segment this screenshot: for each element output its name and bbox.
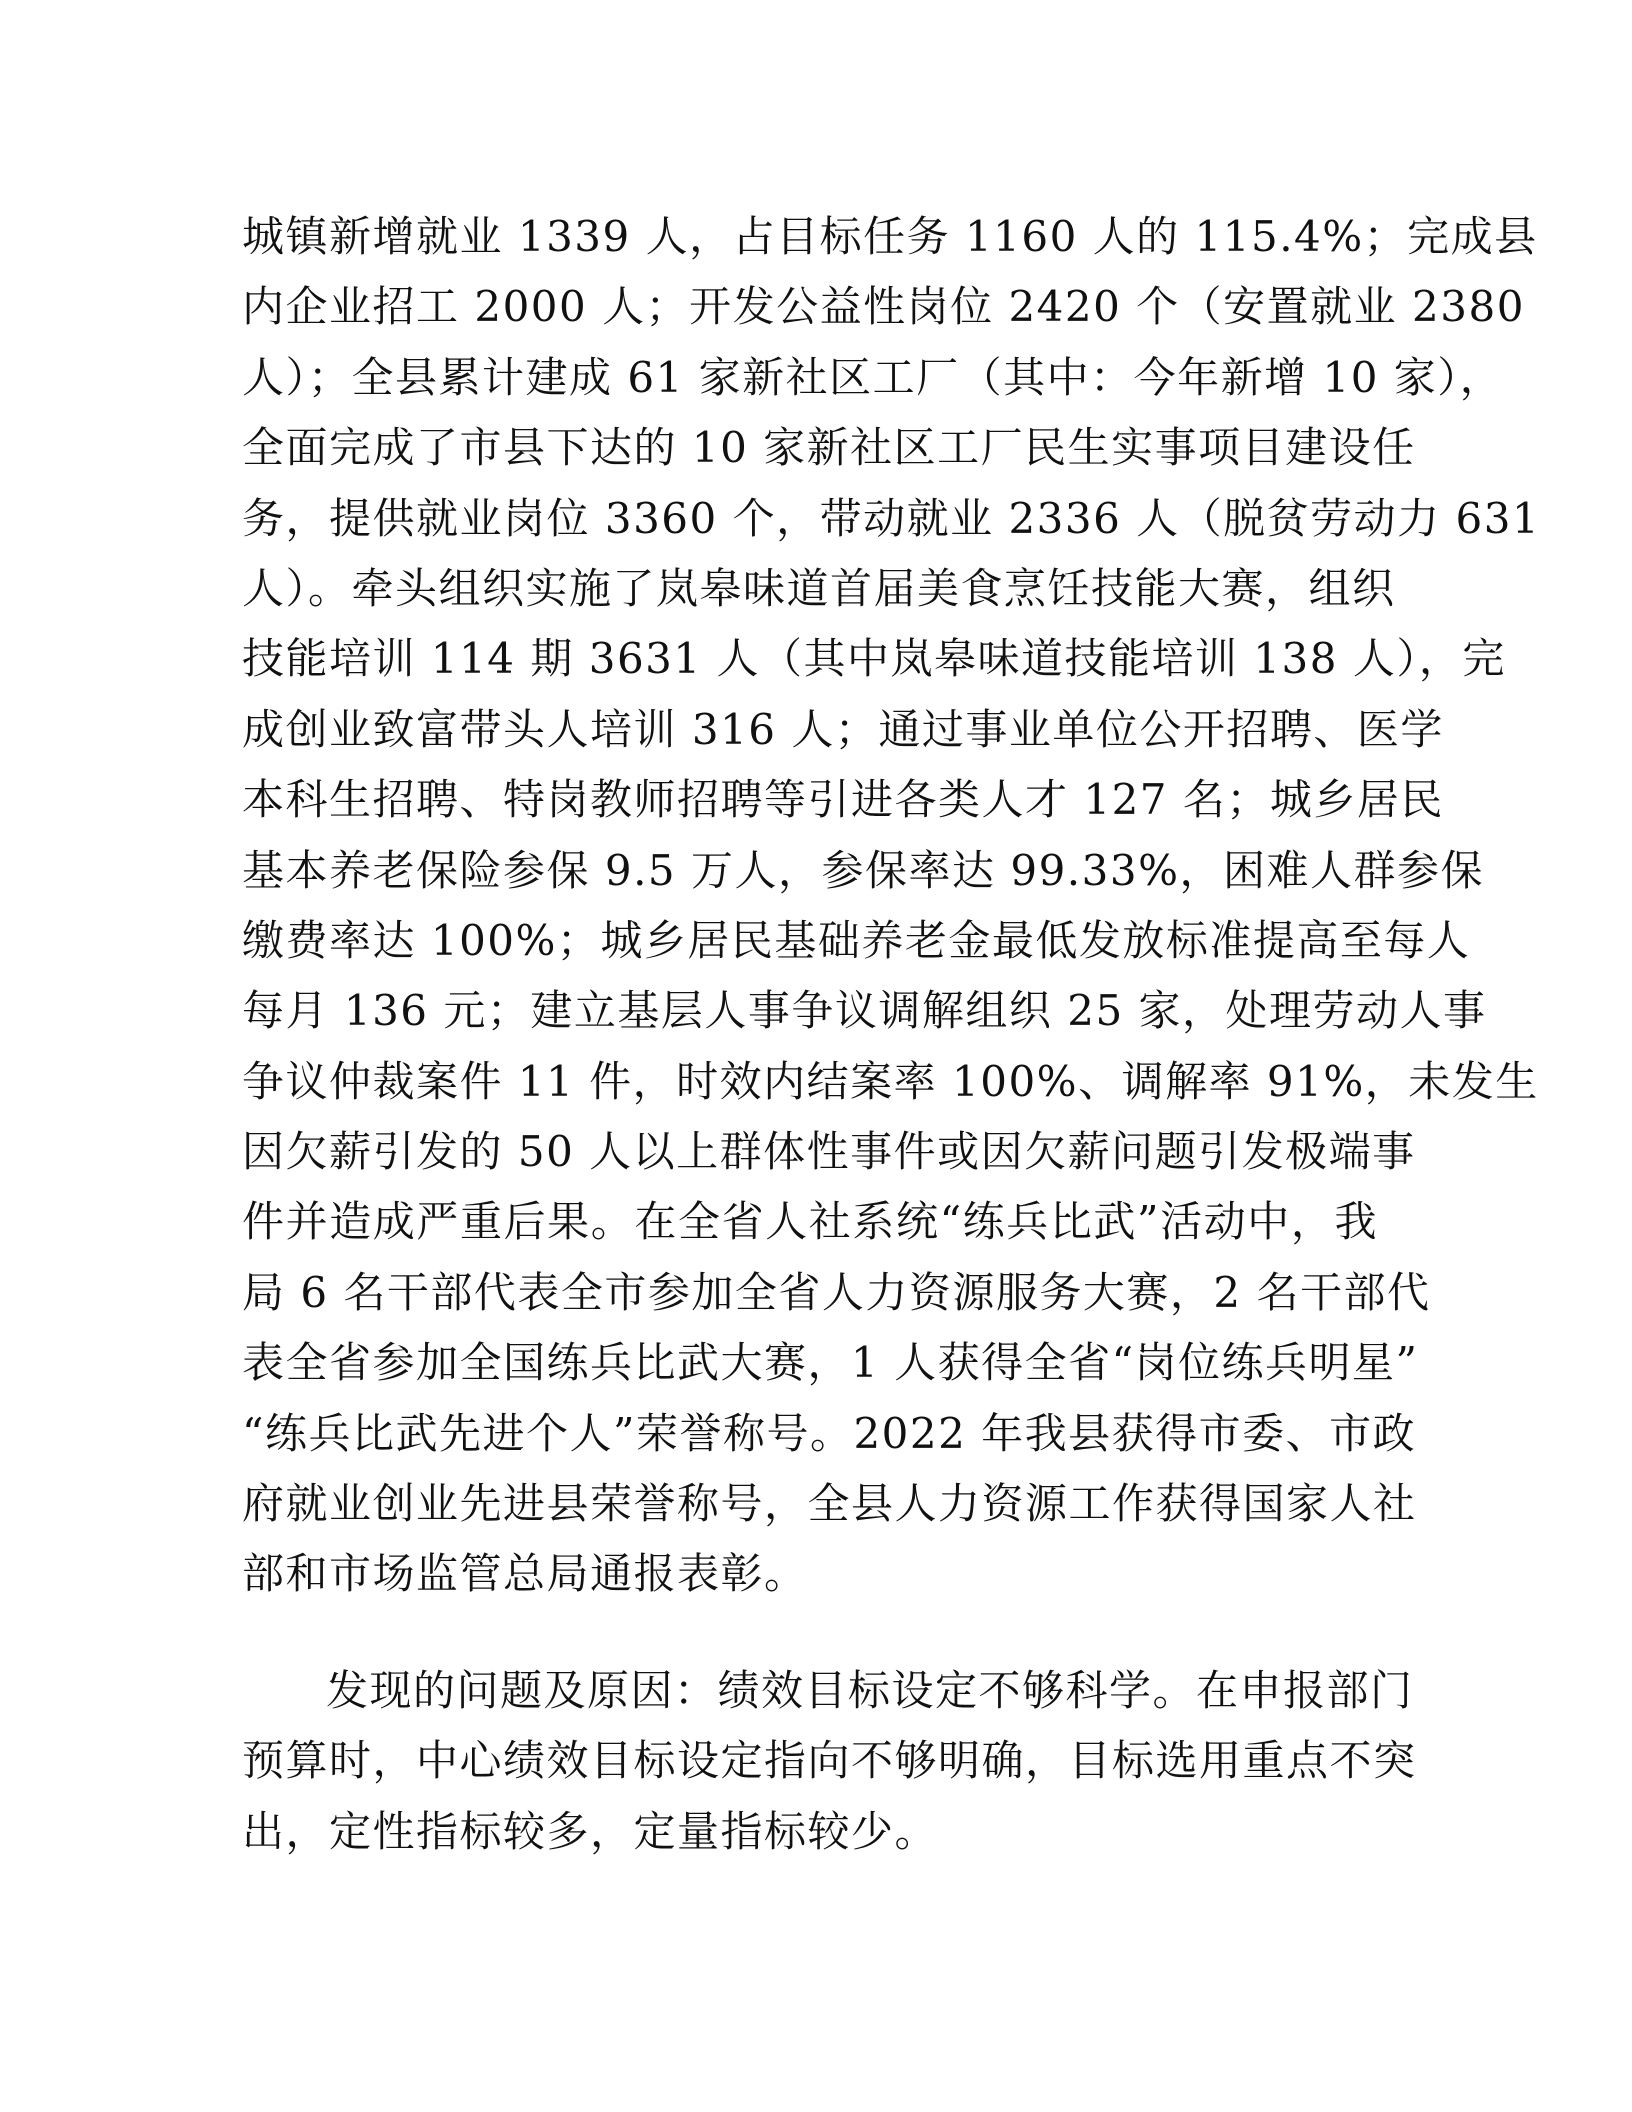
text-line: 预算时，中心绩效目标设定指向不够明确，目标选用重点不突 [242, 1736, 1417, 1786]
text-line: 发现的问题及原因：绩效目标设定不够科学。在申报部门 [326, 1666, 1414, 1715]
text-line: 件并造成严重后果。在全省人社系统“练兵比武”活动中，我 [242, 1197, 1378, 1247]
text-line: 部和市场监管总局通报表彰。 [242, 1549, 808, 1599]
text-line: 成创业致富带头人培训 316 人；通过事业单位公开招聘、医学 [242, 704, 1444, 754]
text-line: 表全省参加全国练兵比武大赛，1 人获得全省“岗位练兵明星” [242, 1338, 1419, 1388]
text-line: 务，提供就业岗位 3360 个，带动就业 2336 人（脱贫劳动力 631 [242, 493, 1541, 543]
text-line: “练兵比武先进个人”荣誉称号。2022 年我县获得市委、市政 [242, 1408, 1417, 1458]
text-line: 人）；全县累计建成 61 家新社区工厂（其中：今年新增 10 家）， [242, 352, 1504, 402]
text-line: 争议仲裁案件 11 件，时效内结案率 100%、调解率 91%，未发生 [242, 1056, 1539, 1106]
text-line: 出，定性指标较多，定量指标较少。 [242, 1806, 939, 1856]
text-line: 府就业创业先进县荣誉称号，全县人力资源工作获得国家人社 [242, 1479, 1417, 1529]
text-line: 技能培训 114 期 3631 人（其中岚皋味道技能培训 138 人），完 [242, 634, 1506, 684]
text-line: 局 6 名干部代表全市参加全省人力资源服务大赛，2 名干部代 [242, 1267, 1431, 1317]
text-line: 因欠薪引发的 50 人以上群体性事件或因欠薪问题引发极端事 [242, 1127, 1416, 1177]
text-line: 全面完成了市县下达的 10 家新社区工厂民生实事项目建设任 [242, 423, 1416, 473]
text-line: 基本养老保险参保 9.5 万人，参保率达 99.33%，困难人群参保 [242, 845, 1484, 895]
text-line: 缴费率达 100%；城乡居民基础养老金最低发放标准提高至每人 [242, 915, 1471, 965]
text-line: 城镇新增就业 1339 人，占目标任务 1160 人的 115.4%；完成县 [242, 212, 1538, 261]
text-line: 人）。牵头组织实施了岚皋味道首届美食烹饪技能大赛，组织 [242, 563, 1396, 613]
paragraph-problems-and-causes [242, 1656, 1417, 1867]
paragraph-employment-results [242, 202, 1541, 1610]
text-line: 每月 136 元；建立基层人事争议调解组织 25 家，处理劳动人事 [242, 986, 1487, 1036]
text-line: 内企业招工 2000 人；开发公益性岗位 2420 个（安置就业 2380 [242, 282, 1525, 332]
text-line: 本科生招聘、特岗教师招聘等引进各类人才 127 名；城乡居民 [242, 775, 1444, 825]
